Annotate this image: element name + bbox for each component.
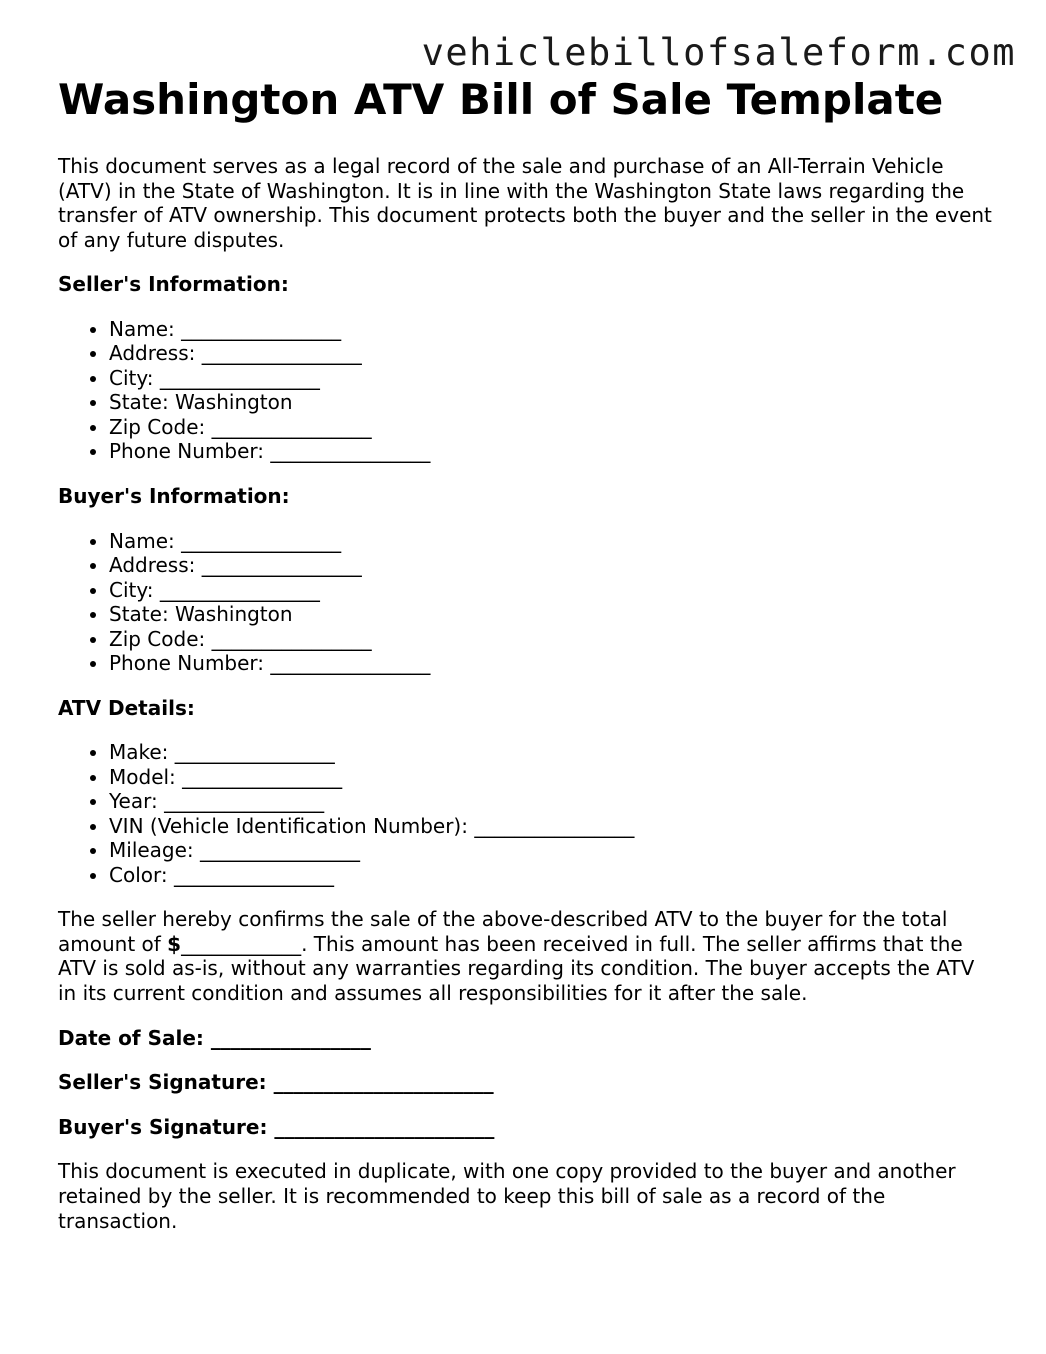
atv-details-list <box>58 740 998 887</box>
buyer-state-field: • State: Washington <box>109 602 998 627</box>
seller-address-field: • Address: ________________ <box>109 341 998 366</box>
intro-paragraph: This document serves as a legal record of the sale and purchase of an All-Terrain Vehicle (ATV) in the State of Washington. It is in line with the Washington State laws regarding the transfer of ATV ownership. This document protects both the buyer and the seller in the event of any future disputes. <box>58 154 992 252</box>
seller-phone-field: • Phone Number: ________________ <box>109 439 998 464</box>
buyer-name-field: • Name: ________________ <box>109 529 998 554</box>
seller-state-field: • State: Washington <box>109 390 998 415</box>
atv-color-field: • Color: ________________ <box>109 863 998 888</box>
sale-text-after-amount: ____________. This amount has been received in full. The seller affirms that the ATV is sold as-is, without any warranties regarding its condition. The buyer accepts the ATV in its current condition and assumes all responsibilities for it after the sale. <box>58 931 975 1005</box>
seller-city-field: • City: ________________ <box>109 366 998 391</box>
atv-model-field: • Model: ________________ <box>109 765 998 790</box>
seller-zip-field: • Zip Code: ________________ <box>109 415 998 440</box>
buyer-phone-field: • Phone Number: ________________ <box>109 651 998 676</box>
atv-vin-field: • VIN (Vehicle Identification Number): ________________ <box>109 814 998 839</box>
site-watermark: vehiclebillofsaleform.com <box>421 31 1016 74</box>
buyer-city-field: • City: ________________ <box>109 578 998 603</box>
seller-info-list <box>58 317 998 464</box>
buyer-info-list <box>58 529 998 676</box>
date-of-sale-field: Date of Sale: ________________ <box>58 1025 371 1050</box>
document-body <box>58 76 998 1233</box>
seller-section-heading: Seller's Information: <box>58 272 289 297</box>
seller-name-field: • Name: ________________ <box>109 317 998 342</box>
sale-confirmation-paragraph <box>58 907 998 1005</box>
closing-paragraph: This document is executed in duplicate, with one copy provided to the buyer and another retained by the seller. It is recommended to keep this bill of sale as a record of the transaction. <box>58 1159 956 1233</box>
atv-year-field: • Year: ________________ <box>109 789 998 814</box>
buyer-address-field: • Address: ________________ <box>109 553 998 578</box>
atv-mileage-field: • Mileage: ________________ <box>109 838 998 863</box>
atv-make-field: • Make: ________________ <box>109 740 998 765</box>
sale-text-before-amount: The seller hereby confirms the sale of the above-described ATV to the buyer for the total amount of <box>58 907 948 956</box>
sale-amount-symbol: $ <box>167 931 182 956</box>
buyer-signature-field: Buyer's Signature: ______________________ <box>58 1114 495 1139</box>
buyer-section-heading: Buyer's Information: <box>58 483 290 508</box>
atv-section-heading: ATV Details: <box>58 695 195 720</box>
buyer-zip-field: • Zip Code: ________________ <box>109 627 998 652</box>
seller-signature-field: Seller's Signature: ______________________ <box>58 1070 494 1095</box>
document-title: Washington ATV Bill of Sale Template <box>58 75 944 124</box>
